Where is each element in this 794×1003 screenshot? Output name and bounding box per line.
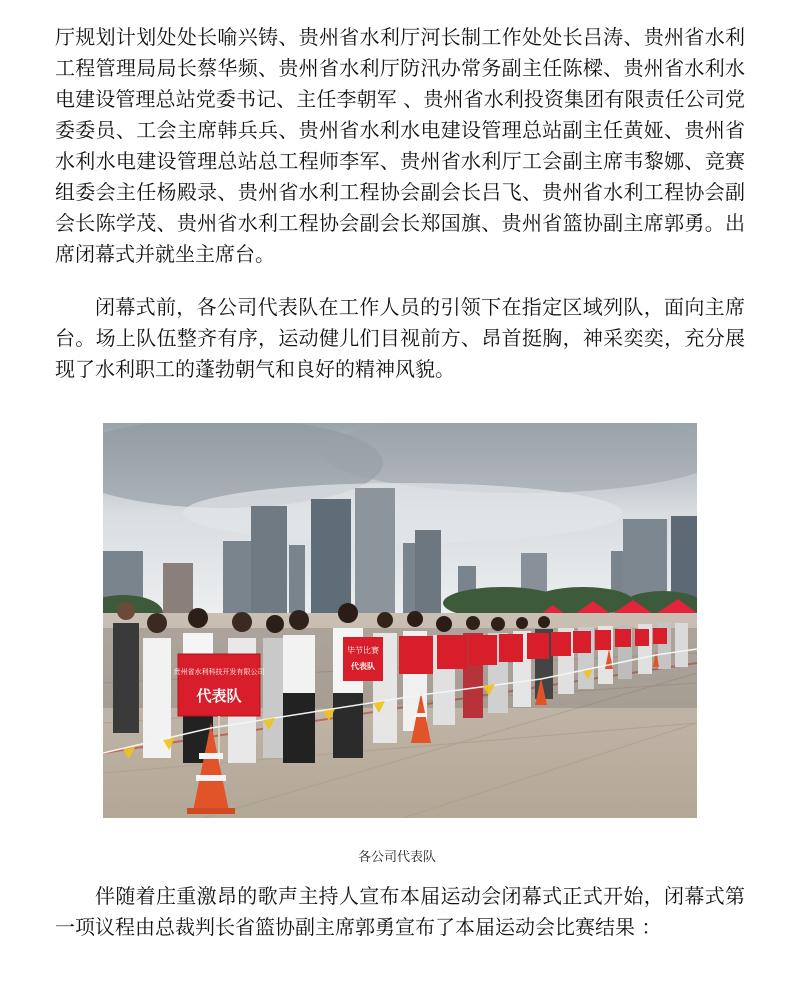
paragraph-attendees: 厅规划计划处处长喻兴铸、贵州省水利厅河长制工作处处长吕涛、贵州省水利工程管理局局长蔡华频、贵州省水利厅防汛办常务副主任陈樑、贵州省水利水电建设管理总站党委书记、主任李朝军 、贵州省水利投资集团有限责任公司党委委员、工会主席韩兵兵、贵州省水利水电建设管理总站副主任黄娅、贵州省水利水电建设管理总站总工程师李军、贵州省水利厅工会副主席韦黎娜、竞赛组委会主任杨殿录、贵州省水利工程协会副会长吕飞、贵州省水利工程协会副会长陈学茂、贵州省水利工程协会副会长郑国旗、贵州省篮协副主席郭勇。出席闭幕式并就坐主席台。 (55, 25, 745, 266)
team-sign-small-line2: 代表队 (351, 662, 375, 671)
paragraph-lineup: 闭幕式前，各公司代表队在工作人员的引领下在指定区域列队，面向主席台。场上队伍整齐有序，运动健儿们目视前方、昂首挺胸，神采奕奕，充分展现了水利职工的蓬勃朝气和良好的精神风貌。 (55, 295, 745, 381)
team-sign-small (343, 637, 383, 681)
team-lineup-photo (103, 423, 697, 818)
team-sign-main-line2: 代表队 (196, 687, 242, 705)
team-sign-small-line1: 毕节比赛 (347, 646, 379, 655)
photo-caption: 各公司代表队 (357, 850, 436, 865)
team-sign-main-line1: 贵州省水利科技开发有限公司 (173, 668, 265, 676)
paragraph-results: 伴随着庄重激昂的歌声主持人宣布本届运动会闭幕式正式开始，闭幕式第一项议程由总裁判长省篮协副主席郭勇宣布了本届运动会比赛结果 ： (55, 884, 745, 939)
